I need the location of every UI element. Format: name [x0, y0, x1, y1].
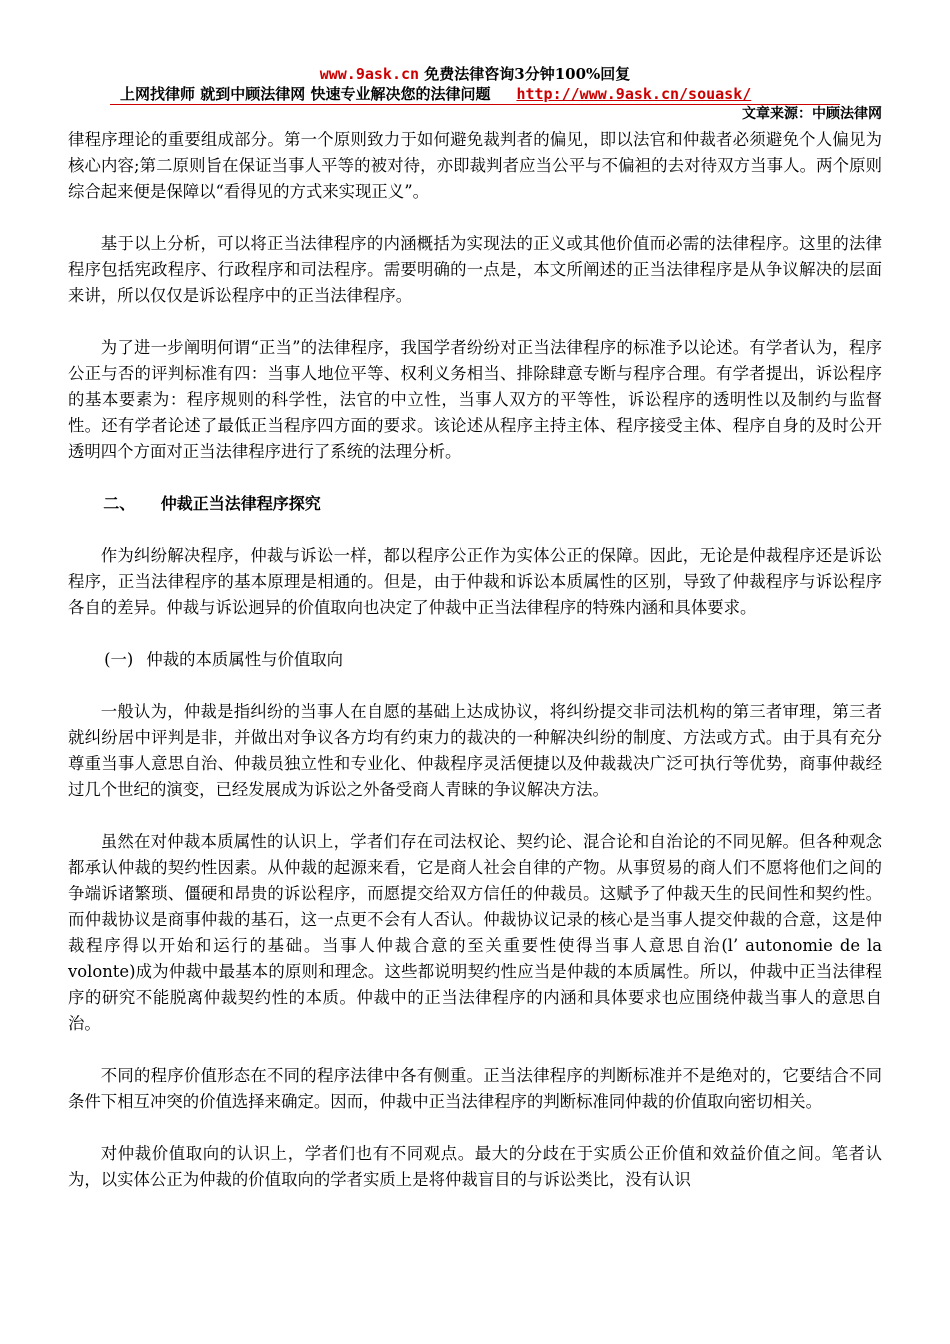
header-promo-text: 免费法律咨询3分钟100%回复 [419, 65, 631, 83]
paragraph-3: 为了进一步阐明何谓“正当”的法律程序，我国学者纷纷对正当法律程序的标准予以论述。有学者认为，程序公正与否的评判标准有四：当事人地位平等、权利义务相当、排除肆意专断与程序合理。有学者提出，诉讼程序的基本要素为：程序规则的科学性，法官的中立性，当事人双方的平等性，诉讼程序的透明性以及制约与监督性。还有学者论述了最低正当程序四方面的要求。该论述从程序主持主体、程序接受主体、程序自身的及时公开透明四个方面对正当法律程序进行了系统的法理分析。 [68, 338, 882, 461]
header-url-link[interactable]: http://www.9ask.cn/souask/ [516, 85, 752, 103]
paragraph-8: 对仲裁价值取向的认识上，学者们也有不同观点。最大的分歧在于实质公正价值和效益价值之间。笔者认为，以实体公正为仲裁的价值取向的学者实质上是将仲裁盲目的与诉讼类比，没有认识 [68, 1144, 882, 1189]
section-title: 仲裁正当法律程序探究 [160, 494, 321, 513]
subsection-title: 仲裁的本质属性与价值取向 [146, 650, 344, 669]
article-source: 文章来源：中顾法律网 [742, 106, 882, 122]
header-promo-line [0, 64, 950, 84]
paragraph-6: 虽然在对仲裁本质属性的认识上，学者们存在司法权论、契约论、混合论和自治论的不同见解。但各种观念都承认仲裁的契约性因素。从仲裁的起源来看，它是商人社会自律的产物。从事贸易的商人们不愿将他们之间的争端诉诸繁琐、僵硬和昂贵的诉讼程序，而愿提交给双方信任的仲裁员。这赋予了仲裁天生的民间性和契约性。而仲裁协议是商事仲裁的基石，这一点更不会有人否认。仲裁协议记录的核心是当事人提交仲裁的合意，这是仲裁程序得以开始和运行的基础。当事人仲裁合意的至关重要性使得当事人意思自治(l’ autonomie de la volonte)成为仲裁中最基本的原则和理念。这些都说明契约性应当是仲裁的本质属性。所以，仲裁中正当法律程序的研究不能脱离仲裁契约性的本质。仲裁中的正当法律程序的内涵和具体要求也应围绕仲裁当事人的意思自治。 [68, 832, 882, 1033]
paragraph-1: 律程序理论的重要组成部分。第一个原则致力于如何避免裁判者的偏见，即以法官和仲裁者必须避免个人偏见为核心内容;第二原则旨在保证当事人平等的被对待，亦即裁判者应当公平与不偏袒的去对待双方当事人。两个原则综合起来便是保障以“看得见的方式来实现正义”。 [68, 130, 882, 201]
subsection-number: (一) [104, 650, 134, 669]
paragraph-5: 一般认为，仲裁是指纠纷的当事人在自愿的基础上达成协议，将纠纷提交非司法机构的第三者审理，第三者就纠纷居中评判是非，并做出对争议各方均有约束力的裁决的一种解决纠纷的制度、方法或方式。由于具有充分尊重当事人意思自治、仲裁员独立性和专业化、仲裁程序灵活便捷以及仲裁裁决广泛可执行等优势，商事仲裁经过几个世纪的演变，已经发展成为诉讼之外备受商人青睐的争议解决方法。 [68, 702, 882, 799]
header-divider [110, 104, 840, 105]
header-slogan-line [120, 84, 751, 104]
section-number: 二、 [103, 494, 136, 513]
header-slogan: 上网找律师 就到中顾法律网 快速专业解决您的法律问题 [120, 85, 491, 103]
article-body [68, 127, 882, 1219]
paragraph-4: 作为纠纷解决程序，仲裁与诉讼一样，都以程序公正作为实体公正的保障。因此，无论是仲裁程序还是诉讼程序，正当法律程序的基本原理是相通的。但是，由于仲裁和诉讼本质属性的区别，导致了仲裁程序与诉讼程序各自的差异。仲裁与诉讼迥异的价值取向也决定了仲裁中正当法律程序的特殊内涵和具体要求。 [68, 546, 882, 617]
subsection-heading-1 [68, 647, 882, 673]
section-heading-2 [68, 491, 882, 517]
header-site-link[interactable]: www.9ask.cn [319, 65, 420, 83]
paragraph-7: 不同的程序价值形态在不同的程序法律中各有侧重。正当法律程序的判断标准并不是绝对的，它要结合不同条件下相互冲突的价值选择来确定。因而，仲裁中正当法律程序的判断标准同仲裁的价值取向密切相关。 [68, 1066, 882, 1111]
paragraph-2: 基于以上分析，可以将正当法律程序的内涵概括为实现法的正义或其他价值而必需的法律程序。这里的法律程序包括宪政程序、行政程序和司法程序。需要明确的一点是，本文所阐述的正当法律程序是从争议解决的层面来讲，所以仅仅是诉讼程序中的正当法律程序。 [68, 234, 882, 305]
